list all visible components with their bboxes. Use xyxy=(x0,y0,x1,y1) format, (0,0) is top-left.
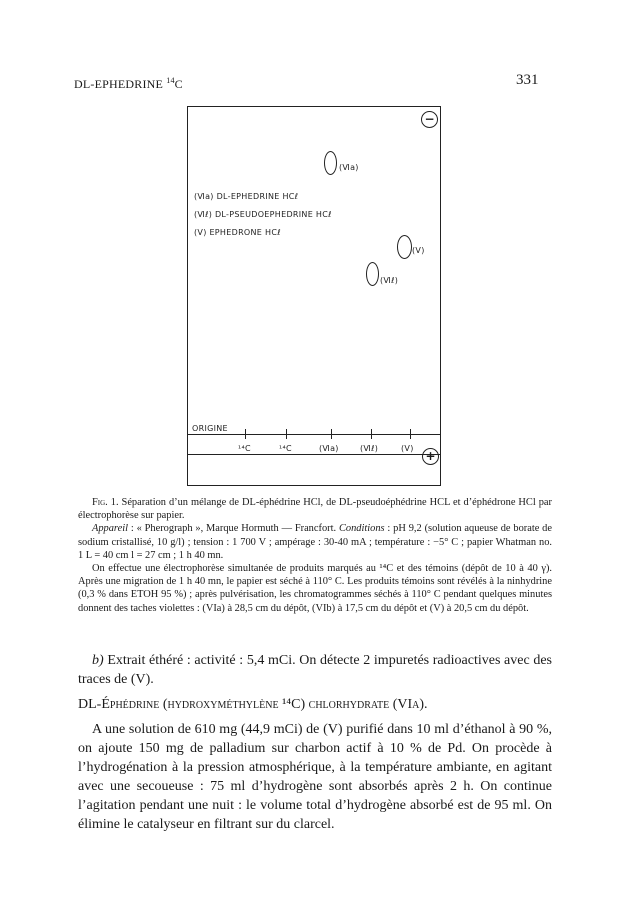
appareil-label: Appareil xyxy=(92,523,128,535)
legend-item-v: (Ⅴ) EPHEDRONE HCℓ xyxy=(194,228,281,237)
para-b-label: b) xyxy=(92,653,104,668)
fig-label: Fig. 1. xyxy=(92,497,119,508)
origin-tick xyxy=(331,429,332,439)
spot-via xyxy=(324,151,337,175)
figure-caption xyxy=(78,496,552,615)
origin-tick xyxy=(245,429,246,439)
spot-label-v: (Ⅴ) xyxy=(412,246,425,255)
bottom-label: ¹⁴C xyxy=(238,444,251,453)
legend-item-vib: (Ⅵℓ) DL-PSEUDOEPHEDRINE HCℓ xyxy=(194,210,332,219)
paragraph-b xyxy=(78,651,552,689)
origin-tick xyxy=(286,429,287,439)
section-heading: DL-Éphédrine (hydroxyméthylène ¹⁴C) chlorhydrate (VIa). xyxy=(78,697,428,712)
conditions-text: : pH 9,2 (solution aqueuse de borate de sodium cristallisé, 10 g/l) ; tension : 1 700 V ; ampérage : 30-40 mA ; température : −5° C ; papier Whatman no. 1 L = 40 cm l = 27 cm ; 1 h 40 mn. xyxy=(78,523,552,561)
fig-title: Séparation d’un mélange de DL-éphédrine HCl, de DL-pseudoéphédrine HCL et d’éphédrone HCl par électrophorèse sur papier. xyxy=(78,497,552,522)
origin-label: ORIGINE xyxy=(192,424,228,433)
running-title: DL-EPHEDRINE xyxy=(74,77,167,91)
origin-tick xyxy=(410,429,411,439)
legend-item-via: (Ⅵa) DL-EPHEDRINE HCℓ xyxy=(194,192,299,201)
running-title-sup: 14 xyxy=(166,76,175,85)
caption-conditions xyxy=(78,522,552,562)
running-title-suffix: C xyxy=(174,77,183,91)
body-text xyxy=(78,651,552,834)
bottom-label: ¹⁴C xyxy=(279,444,292,453)
caption-title xyxy=(78,496,552,522)
running-header xyxy=(74,76,183,92)
spot-label-via: (Ⅵa) xyxy=(339,163,359,172)
spot-v xyxy=(397,235,412,259)
bottom-label: (Ⅵa) xyxy=(319,444,339,453)
minus-electrode-icon: − xyxy=(421,111,438,128)
spot-label-vib: (Ⅵℓ) xyxy=(380,276,399,285)
origin-line xyxy=(188,434,440,435)
figure-bottom-line xyxy=(188,454,440,455)
conditions-label: Conditions xyxy=(338,523,385,535)
origin-tick xyxy=(371,429,372,439)
plus-electrode-icon: + xyxy=(422,448,439,465)
spot-vib xyxy=(366,262,379,286)
para-b-text: Extrait éthéré : activité : 5,4 mCi. On détecte 2 impuretés radioactives avec des traces de (V). xyxy=(78,653,552,687)
caption-paragraph: On effectue une électrophorèse simultanée de produits marqués au ¹⁴C et des témoins (dépôt de 10 à 40 γ). Après une migration de 1 h 40 mn, le papier est séché à 110° C. Les produits témoins sont révélés à la ninhydrine (0,3 % dans ETOH 95 %) ; après pulvérisation, les chromatogrammes séchés à 110° C pendant quelques minutes donnent des taches violettes : (VIa) à 28,5 cm du dépôt, (VIb) à 17,5 cm du dépôt et (V) à 20,5 cm du dépôt. xyxy=(78,563,552,614)
appareil-text: : « Pherograph », Marque Hormuth — Francfort. xyxy=(127,523,339,535)
electrophoresis-figure xyxy=(187,106,441,486)
page-number: 331 xyxy=(516,72,539,88)
bottom-label: (Ⅵℓ) xyxy=(360,444,379,453)
paragraph-main: A une solution de 610 mg (44,9 mCi) de (V) purifié dans 10 ml d’éthanol à 90 %, on ajoute 150 mg de palladium sur charbon actif à 10 % de Pd. On procède à l’hydrogénation à la pression atmosphérique, à la température ambiante, en agitant avec une secoueuse : 75 ml d’hydrogène sont absorbés après 2 h. On continue l’agitation pendant une nuit : le volume total d’hydrogène absorbé est de 95 ml. On élimine le catalyseur en filtrant sur du clarcel. xyxy=(78,722,552,832)
bottom-label: (Ⅴ) xyxy=(401,444,414,453)
